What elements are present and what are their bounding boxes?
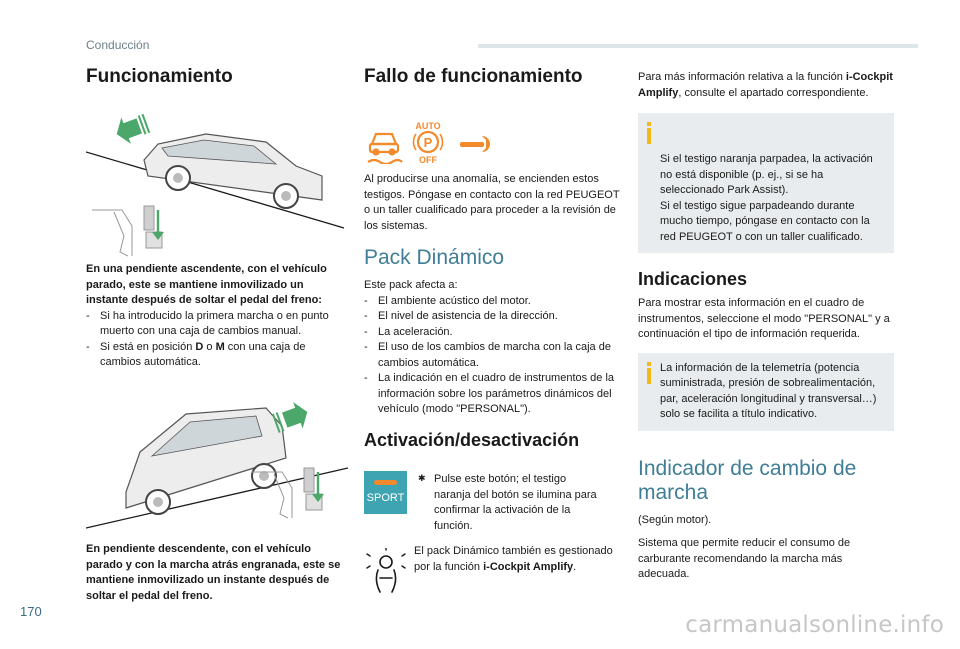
downhill-text-block	[86, 542, 348, 604]
header-bar	[478, 44, 918, 48]
uphill-text-block	[86, 262, 348, 371]
driver-profile-icon	[366, 548, 406, 594]
gear-text: Sistema que permite reducir el consumo de carburante recomendando la marcha más adecuada.	[638, 537, 851, 581]
title-indicaciones: Indicaciones	[638, 269, 748, 289]
pedal-icon	[92, 206, 164, 256]
gear-note: (Según motor).	[638, 513, 712, 526]
pack-item: - La aceleración.	[364, 325, 620, 341]
pack-item: - El ambiente acústico del motor.	[364, 294, 620, 310]
pack-item: - El uso de los cambios de marcha con la caja de cambios automática.	[364, 340, 620, 371]
wrench-icon	[460, 136, 490, 152]
telemetry-info-box: La información de la telemetría (potencia suministrada, presión de sobrealimentación, par, aceleración longitudinal y transversal…) solo se facilita a título indicativo.	[638, 353, 894, 431]
column-funcionamiento	[86, 62, 346, 94]
uphill-item-auto: - Si está en posición D o M con una caja de cambios automática.	[86, 340, 348, 371]
pack-list	[364, 294, 620, 418]
more-info-text: Para más información relativa a la función i-Cockpit Amplify, consulte el apartado correspondiente.	[638, 71, 893, 99]
indications-text: Para mostrar esta información en el cuadro de instrumentos, seleccione el modo "PERSONAL" y a continuación el tipo de información requerida.	[638, 297, 890, 340]
uphill-lead: En una pendiente ascendente, con el vehículo parado, este se mantiene inmovilizado un instante después de soltar el pedal del freno:	[86, 263, 327, 306]
info-icon	[647, 362, 651, 384]
svg-text:P: P	[423, 135, 433, 150]
section-label: Conducción	[86, 38, 150, 52]
column-indicaciones	[638, 62, 894, 583]
green-arrow-icon	[272, 399, 312, 434]
pack-item: - El nivel de asistencia de la dirección.	[364, 309, 620, 325]
page-number: 170	[20, 604, 42, 619]
watermark: carmanualsonline.info	[685, 612, 944, 638]
bullet-icon: ✱	[418, 474, 426, 484]
pack-lead: Este pack afecta a:	[364, 279, 458, 292]
svg-text:AUTO: AUTO	[415, 121, 441, 131]
title-indicador-cambio: Indicador de cambio de marcha	[638, 456, 857, 504]
amplify-text: El pack Dinámico también es gestionado por la función i-Cockpit Amplify.	[414, 545, 613, 573]
title-activacion: Activación/desactivación	[364, 429, 580, 450]
amplify-text-block	[414, 544, 614, 575]
title-funcionamiento: Funcionamiento	[86, 66, 233, 87]
auto-p-off-icon	[413, 121, 442, 164]
column-fallo	[364, 62, 619, 94]
downhill-car-illustration	[86, 396, 348, 536]
title-fallo: Fallo de funcionamiento	[364, 66, 583, 87]
green-arrow-icon	[112, 113, 150, 148]
column-fallo-body	[364, 172, 620, 457]
car-icon	[126, 408, 286, 514]
pack-item: - La indicación en el cuadro de instrumentos de la información sobre los parámetros dinámicos del vehículo (modo "PERSONAL").	[364, 371, 620, 418]
uphill-list	[86, 309, 348, 371]
fault-text: Al producirse una anomalía, se encienden estos testigos. Póngase en contacto con la red PEUGEOT o un taller cualificado para proceder a la revisión de los sistemas.	[364, 173, 620, 232]
warning-info-box: Si el testigo naranja parpadea, la activación no está disponible (p. ej., si se ha seleccionado Park Assist). Si el testigo sigue parpadeando durante mucho tiempo, póngase en contacto con la red PEUGEOT o con un taller cualificado.	[638, 113, 894, 253]
title-pack-dinamico: Pack Dinámico	[364, 246, 505, 269]
uphill-item-manual: - Si ha introducido la primera marcha o en punto muerto con una caja de cambios manual.	[86, 309, 348, 340]
downhill-text: En pendiente descendente, con el vehículo parado y con la marcha atrás engranada, este se mantiene inmovilizado un instante después de soltar el pedal del freno.	[86, 543, 341, 602]
car-icon	[144, 134, 322, 208]
info-icon	[647, 122, 651, 144]
uphill-car-illustration	[86, 110, 346, 260]
hill-assist-warning-icon	[368, 134, 402, 164]
svg-text:OFF: OFF	[419, 155, 437, 164]
sport-text: ✱ Pulse este botón; el testigo naranja del botón se ilumina para confirmar la activación de la función.	[418, 473, 597, 532]
warning-lamps	[364, 120, 504, 164]
sport-text-block	[414, 472, 604, 534]
sport-button-icon: SPORT	[364, 471, 407, 514]
